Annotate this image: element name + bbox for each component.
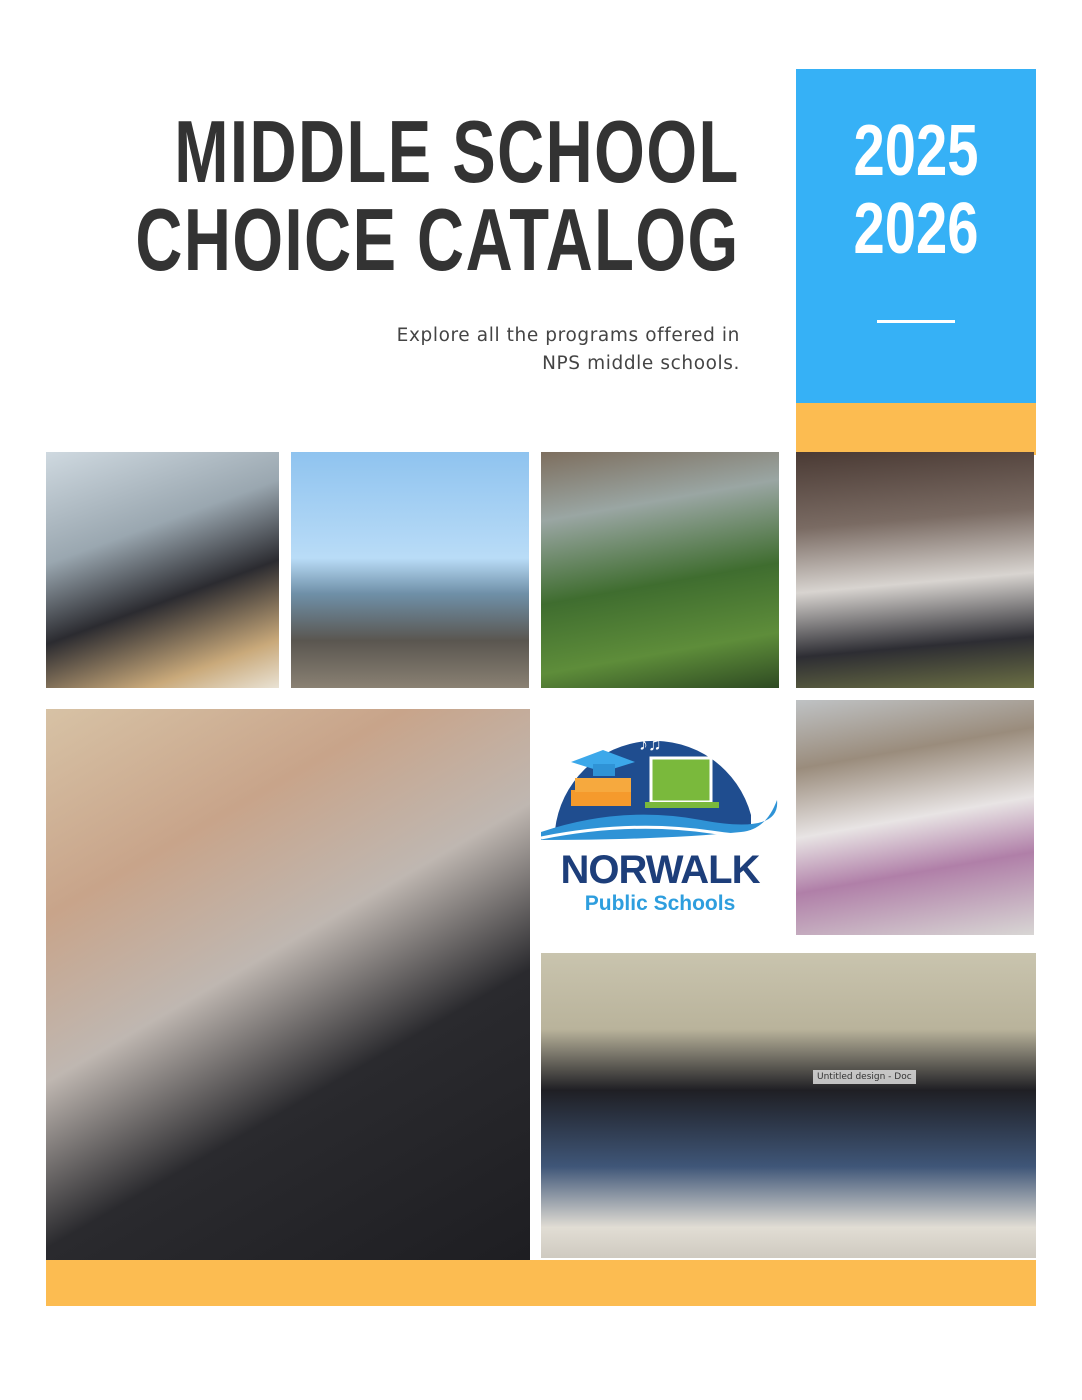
subtitle-line-2: NPS middle schools. <box>542 353 740 374</box>
svg-text:♪♫: ♪♫ <box>639 734 662 754</box>
subtitle-line-1: Explore all the programs offered in <box>396 325 740 346</box>
divider-line <box>877 320 955 323</box>
logo-tagline: Public Schools <box>584 892 736 915</box>
photo-students-food-activity <box>46 709 530 1260</box>
photo-students-garden <box>541 452 779 688</box>
orange-accent-block <box>796 403 1036 455</box>
photo-overlay-label: Untitled design - Doc <box>813 1070 916 1084</box>
bottom-orange-bar <box>46 1260 1036 1306</box>
photo-students-celebration <box>796 452 1034 688</box>
logo-graphic-icon <box>541 720 779 850</box>
title-line-1: MIDDLE SCHOOL <box>174 102 740 201</box>
photo-students-shoreline <box>291 452 529 688</box>
photo-hispanic-heritage-group <box>541 953 1036 1258</box>
logo-name: NORWALK <box>560 848 760 892</box>
catalog-title <box>135 102 740 289</box>
photo-students-classroom <box>46 452 279 688</box>
title-line-2: CHOICE CATALOG <box>135 190 740 289</box>
school-year-box <box>796 69 1036 403</box>
year-end: 2026 <box>853 189 979 269</box>
catalog-subtitle <box>397 322 740 378</box>
norwalk-public-schools-logo <box>541 720 779 930</box>
photo-students-engineering <box>796 700 1034 935</box>
year-start: 2025 <box>853 111 979 191</box>
